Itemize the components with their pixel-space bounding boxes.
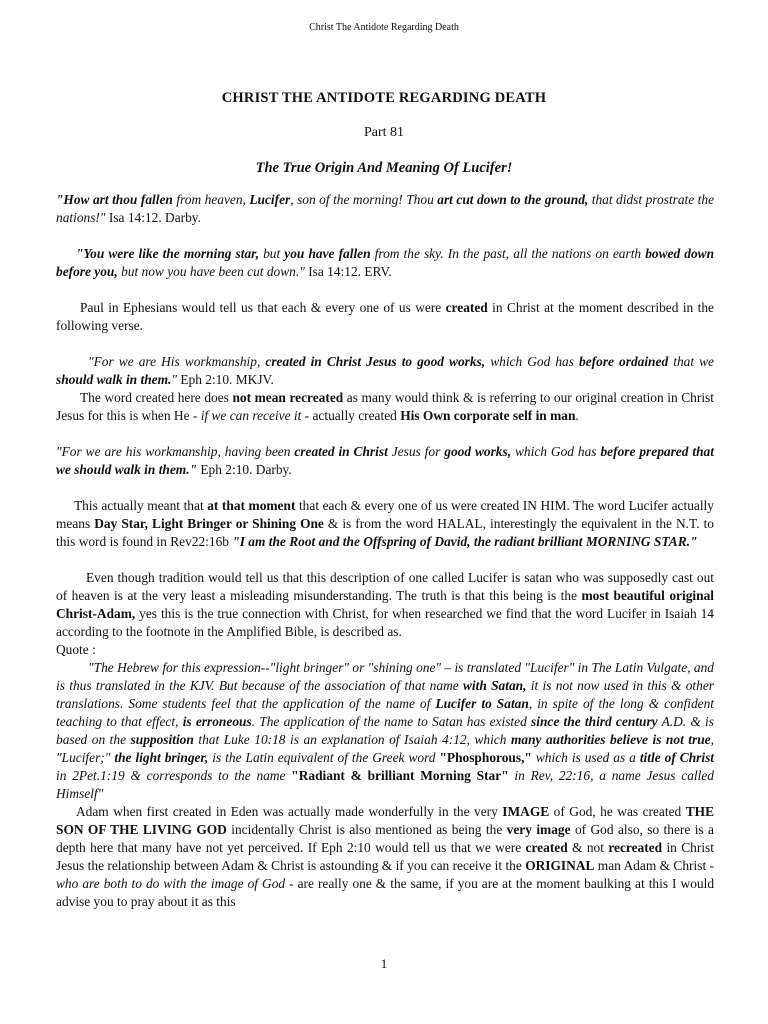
amplified-bible-quote: "The Hebrew for this expression--"light bringer" or "shining one" – is translated "Lucifer" in The Latin Vulgate, and is thus translated in the KJV. But because of the association of that name with Satan, it is not now used in this & other translations. Some students feel that the application of the name of Lucifer to Satan, in spite of the long & confident teaching to that effect, is erroneous. The application of the name to Satan has existed since the third century A.D. & is based on the supposition that Luke 10:18 is an explanation of Isaiah 4:12, which many authorities believe is not true, "Lucifer;" the light bringer, is the Latin equivalent of the Greek word "Phosphorous," which is used as a title of Christ in 2Pet.1:19 & corresponds to the name "Radiant & brilliant Morning Star" in Rev, 22:16, a name Jesus called Himself"	[56, 660, 715, 801]
paragraph-tradition: Even though tradition would tell us that this description of one called Lucifer is satan who was supposedly cast out of heaven is at the very least a misleading misunderstanding. The truth is that this being is the most beautiful original Christ-Adam, yes this is the true connection with Christ, for when researched we find that the word Lucifer in Isaiah 14 according to the footnote in the Amplified Bible, is described as.	[56, 570, 714, 639]
scripture-quote-isa-darby: "How art thou fallen from heaven, Lucifer, son of the morning! Thou art cut down to the ground, that didst prostrate the nations!" Isa 14:12. Darby.	[56, 192, 715, 225]
paragraph-word-created: The word created here does not mean recreated as many would think & is referring to our original creation in Christ Jesus for this is when He - if we can receive it - actually created His Own corporate self in man.	[56, 390, 714, 423]
document-title: CHRIST THE ANTIDOTE REGARDING DEATH	[221, 90, 547, 106]
page-number: 1	[380, 956, 388, 971]
scripture-quote-isa-erv: "You were like the morning star, but you have fallen from the sky. In the past, all the nations on earth bowed down before you, but now you have been cut down." Isa 14:12. ERV.	[56, 246, 715, 279]
paragraph-ephesians-intro: Paul in Ephesians would tell us that each & every one of us were created in Christ at the moment described in the following verse.	[56, 300, 714, 333]
running-header: Christ The Antidote Regarding Death	[309, 22, 459, 33]
document-subtitle: The True Origin And Meaning Of Lucifer!	[255, 160, 513, 176]
scripture-quote-eph-mkjv: "For we are His workmanship, created in Christ Jesus to good works, which God has before ordained that we should walk in them." Eph 2:10. MKJV.	[56, 354, 714, 387]
paragraph-lucifer-meaning: This actually meant that at that moment that each & every one of us were created IN HIM. The word Lucifer actually means Day Star, Light Bringer or Shining One & is from the word HALAL, interestingly the equivalent in the N.T. to this word is found in Rev22:16b "I am the Root and the Offspring of David, the radiant brilliant MORNING STAR."	[56, 498, 714, 549]
paragraph-adam-image: Adam when first created in Eden was actually made wonderfully in the very IMAGE of God, he was created THE SON OF THE LIVING GOD incidentally Christ is also mentioned as being the very image of God also, so there is a depth here that many have not yet perceived. If Eph 2:10 would tell us that we were created & not recreated in Christ Jesus the relationship between Adam & Christ is astounding & if you can receive it the ORIGINAL man Adam & Christ - who are both to do with the image of God - are really one & the same, if you are at the moment baulking at this I would advise you to pray about it as this	[56, 804, 715, 909]
part-number: Part 81	[363, 125, 405, 140]
quote-label: Quote :	[56, 642, 96, 657]
scripture-quote-eph-darby: "For we are his workmanship, having been created in Christ Jesus for good works, which God has before prepared that we should walk in them." Eph 2:10. Darby.	[56, 444, 714, 477]
document-body	[56, 191, 714, 911]
